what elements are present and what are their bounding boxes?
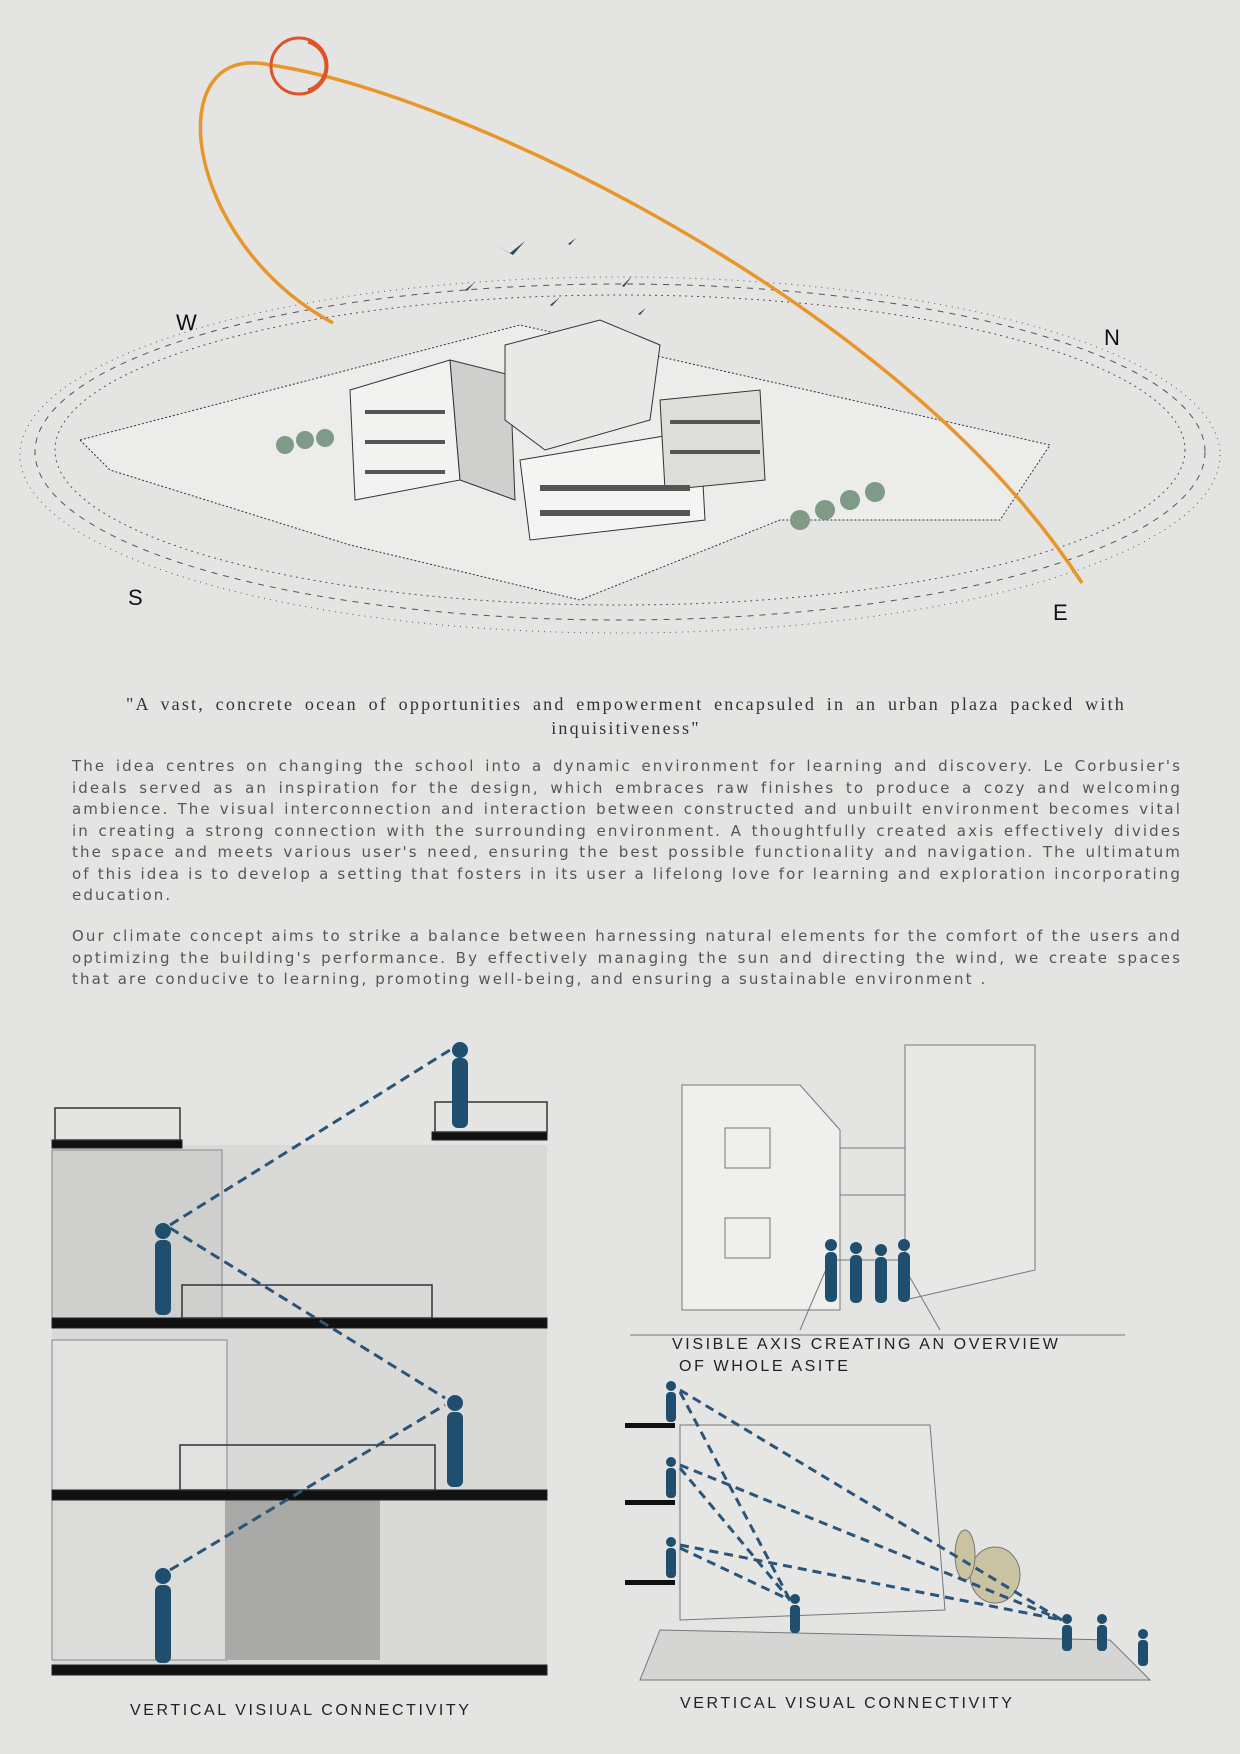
left-section-drawing bbox=[52, 1102, 547, 1675]
axis-view-caption-line1: VISIBLE AXIS CREATING AN OVERVIEW bbox=[672, 1336, 1061, 1353]
compass-south-label: S bbox=[128, 585, 143, 610]
right-section-caption: VERTICAL VISUAL CONNECTIVITY bbox=[680, 1695, 1015, 1712]
right-section-people bbox=[666, 1381, 1148, 1666]
axis-view-caption-line2: OF WHOLE ASITE bbox=[672, 1358, 851, 1375]
right-sightline-arrows bbox=[680, 1390, 1062, 1620]
birds bbox=[455, 238, 646, 315]
axis-view-people bbox=[825, 1239, 910, 1303]
axis-view-drawing bbox=[630, 1045, 1125, 1335]
climate-paragraph: Our climate concept aims to strike a balance between harnessing natural elements for the comfort of the users and optimizing the building's performance. By effectively managing the sun and directing the wind, we create spaces that are conducive to learning, promoting well-being, and ensuring a sustainable environment . bbox=[72, 927, 1182, 988]
concept-paragraph: The idea centres on changing the school into a dynamic environment for learning and discovery. Le Corbusier's ideals served as an inspiration for the design, which embraces raw finishes to produce a cozy and welcoming ambience. The visual interconnection and interaction between constructed and unbuilt environment becomes vital in creating a strong connection with the surrounding environment. A thoughtfully created axis effectively divides the space and meets various user's need, ensuring the best possible functionality and navigation. The ultimatum of this idea is to develop a setting that fosters in its user a lifelong love for learning and exploration incorporating education. bbox=[72, 757, 1182, 904]
compass-west-label: W bbox=[176, 310, 197, 335]
compass-north-label: N bbox=[1104, 325, 1120, 350]
compass-east-label: E bbox=[1053, 600, 1068, 625]
concept-quote: "A vast, concrete ocean of opportunities and empowerment encapsuled in an urban plaza packed with inquisitiveness" bbox=[126, 694, 1126, 738]
left-section-people bbox=[155, 1042, 468, 1663]
left-section-caption: VERTICAL VISIUAL CONNECTIVITY bbox=[130, 1702, 472, 1719]
right-section-drawing bbox=[625, 1423, 1150, 1680]
left-sightline-arrows bbox=[170, 1050, 450, 1570]
